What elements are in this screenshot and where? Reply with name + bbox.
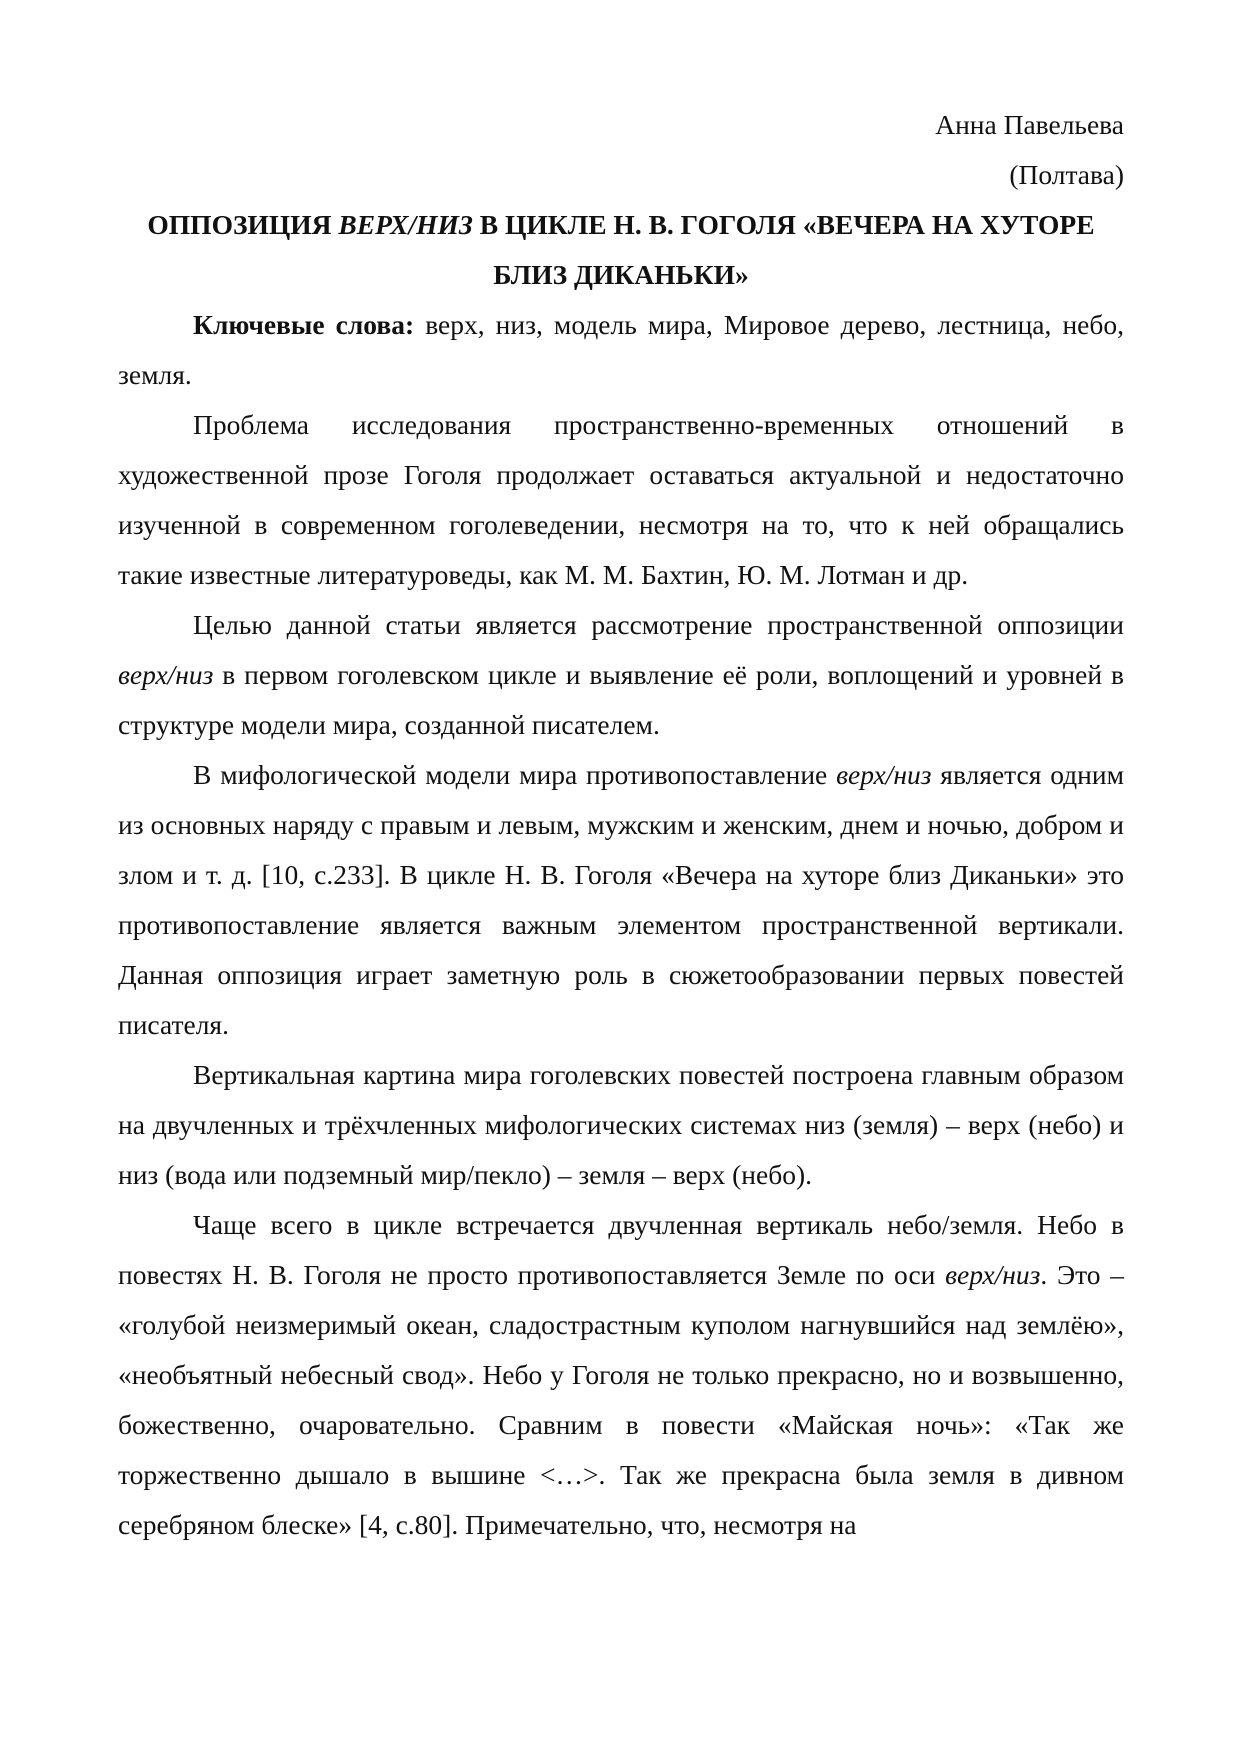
title-part2: В ЦИКЛЕ Н. В. ГОГОЛЯ «ВЕЧЕРА НА ХУТОРЕ БЛИЗ ДИКАНЬКИ»	[472, 209, 1095, 290]
paragraph-3	[118, 750, 1124, 1050]
p3-text-b: является одним из основных наряду с правым и левым, мужским и женским, днем и ночью, добром и злом и т. д. [10, с.233]. В цикле Н. В. Гоголя «Вечера на хуторе близ Диканьки» это противопоставление является важным элементом пространственной вертикали. Данная оппозиция играет заметную роль в сюжетообразовании первых повестей писателя.	[118, 759, 1125, 1040]
title-part1: ОППОЗИЦИЯ	[147, 209, 339, 240]
article-title	[118, 200, 1124, 300]
p3-text-a: В мифологической модели мира противопоставление	[193, 759, 837, 790]
p2-italic: верх/низ	[118, 659, 214, 690]
author-name: Анна Павельева	[935, 109, 1124, 140]
paragraph-2	[118, 600, 1124, 750]
paragraph-5	[118, 1200, 1124, 1550]
document-page	[118, 100, 1124, 1550]
paragraph-4: Вертикальная картина мира гоголевских повестей построена главным образом на двучленных и трёхчленных мифологических системах низ (земля) – верх (небо) и низ (вода или подземный мир/пекло) – земля – верх (небо).	[118, 1059, 1124, 1190]
keywords-paragraph	[118, 300, 1124, 400]
p5-text-a: Чаще всего в цикле встречается двучленная вертикаль небо/земля. Небо в повестях Н. В. Гоголя не просто противопоставляется Земле по оси	[118, 1209, 1124, 1290]
p5-italic: верх/низ	[945, 1259, 1041, 1290]
keywords-label: Ключевые слова:	[193, 309, 415, 340]
p2-text-b: в первом гоголевском цикле и выявление её роли, воплощений и уровней в структуре модели мира, созданной писателем.	[118, 659, 1124, 740]
title-italic: ВЕРХ/НИЗ	[338, 209, 473, 240]
author-city: (Полтава)	[1009, 159, 1124, 190]
keywords-text: верх, низ, модель мира, Мировое дерево, лестница, небо, земля.	[118, 309, 1124, 390]
p5-text-b: . Это – «голубой неизмеримый океан, сладострастным куполом нагнувшийся над землёю», «необъятный небесный свод». Небо у Гоголя не только прекрасно, но и возвышенно, божественно, очаровательно. Сравним в повести «Майская ночь»: «Так же торжественно дышало в вышине <…>. Так же прекрасна была земля в дивном серебряном блеске» [4, с.80]. Примечательно, что, несмотря на	[118, 1259, 1125, 1540]
p3-italic: верх/низ	[836, 759, 932, 790]
paragraph-1: Проблема исследования пространственно-временных отношений в художественной прозе Гоголя продолжает оставаться актуальной и недостаточно изученной в современном гоголеведении, несмотря на то, что к ней обращались такие известные литературоведы, как М. М. Бахтин, Ю. М. Лотман и др.	[118, 409, 1124, 590]
p2-text-a: Целью данной статьи является рассмотрение пространственной оппозиции	[193, 609, 1124, 640]
